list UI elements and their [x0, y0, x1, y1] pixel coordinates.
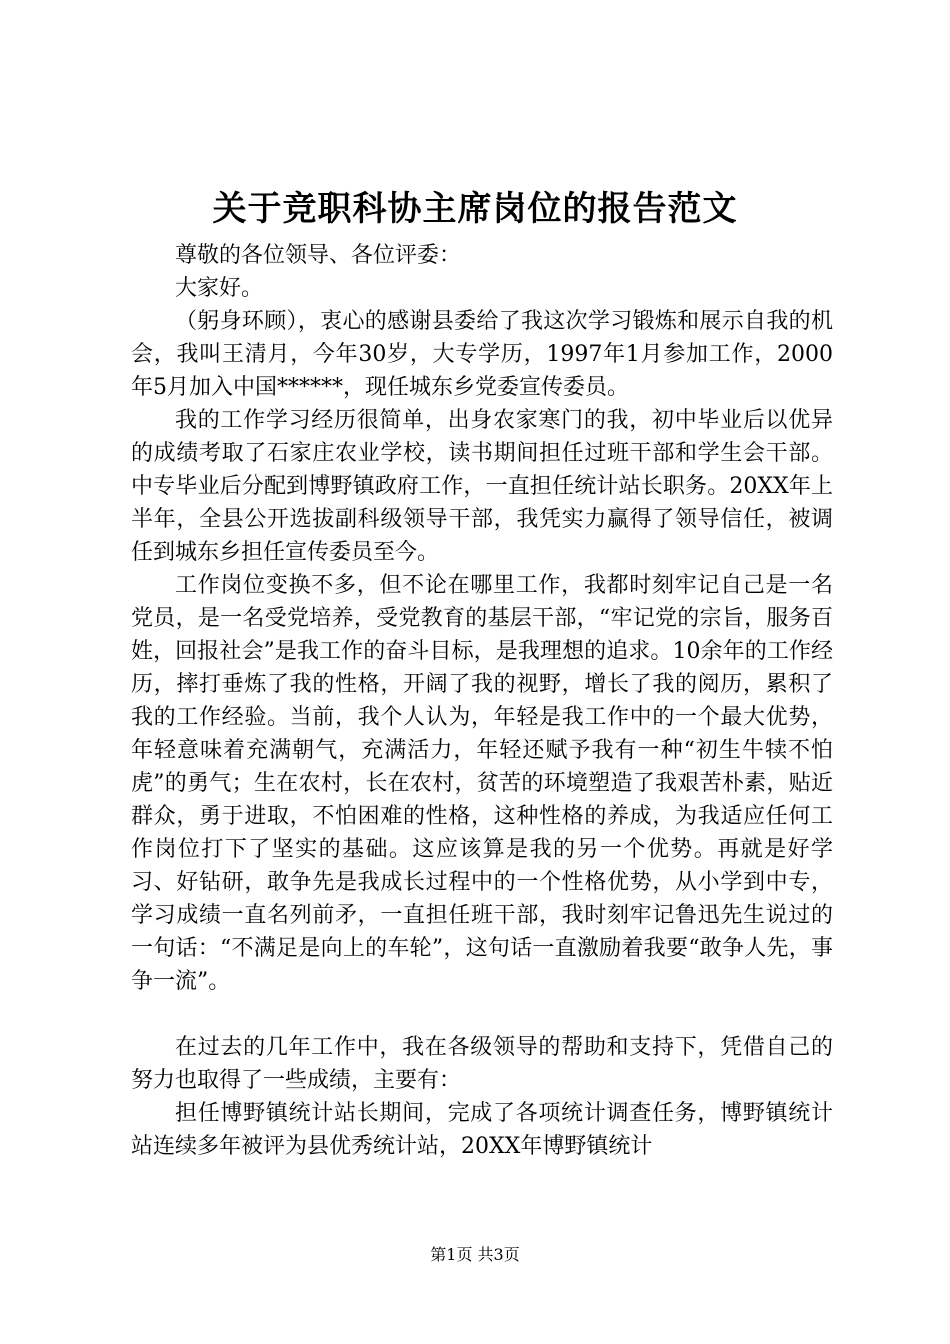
- paragraph-introduction: （躬身环顾），衷心的感谢县委给了我这次学习锻炼和展示自我的机会，我叫王清月，今年30岁，大专学历，1997年1月参加工作，2000年5月加入中国******，现任城东乡党委宣传委员。: [131, 309, 833, 400]
- paragraph-greeting: 大家好。: [175, 276, 264, 301]
- document-title: 关于竞职科协主席岗位的报告范文: [212, 189, 738, 229]
- paragraph-strengths: 工作岗位变换不多，但不论在哪里工作，我都时刻牢记自己是一名党员，是一名受党培养，受党教育的基层干部，“牢记党的宗旨，服务百姓，回报社会”是我工作的奋斗目标，是我理想的追求。10余年的工作经历，摔打垂炼了我的性格，开阔了我的视野，增长了我的阅历，累积了我的工作经验。当前，我个人认为，年轻是我工作中的一个最大优势，年轻意味着充满朝气，充满活力，年轻还赋予我有一种“初生牛犊不怕虎”的勇气；生在农村，长在农村，贫苦的环境塑造了我艰苦朴素，贴近群众，勇于进取，不怕困难的性格，这种性格的养成，为我适应任何工作岗位打下了坚实的基础。这应该算是我的另一个优势。再就是好学习、好钻研，敢争先是我成长过程中的一个性格优势，从小学到中专，学习成绩一直名列前矛，一直担任班干部，我时刻牢记鲁迅先生说过的一句话：“不满足是向上的车轮”，这句话一直激励着我要“敢争人先，事争一流”。: [131, 573, 833, 994]
- paragraph-achievements-intro: 在过去的几年工作中，我在各级领导的帮助和支持下，凭借自己的努力也取得了一些成绩，主要有：: [131, 1035, 833, 1093]
- paragraph-salutation: 尊敬的各位领导、各位评委：: [175, 243, 462, 268]
- paragraph-experience: 我的工作学习经历很简单，出身农家寒门的我，初中毕业后以优异的成绩考取了石家庄农业学校，读书期间担任过班干部和学生会干部。中专毕业后分配到博野镇政府工作，一直担任统计站长职务。20XX年上半年，全县公开选拔副科级领导干部，我凭实力赢得了领导信任，被调任到城东乡担任宣传委员至今。: [131, 408, 833, 565]
- paragraph-achievements: 担任博野镇统计站长期间，完成了各项统计调查任务，博野镇统计站连续多年被评为县优秀统计站，20XX年博野镇统计: [131, 1101, 833, 1159]
- document-body: [131, 239, 833, 1163]
- page-number-footer: 第1页 共3页: [430, 1245, 520, 1264]
